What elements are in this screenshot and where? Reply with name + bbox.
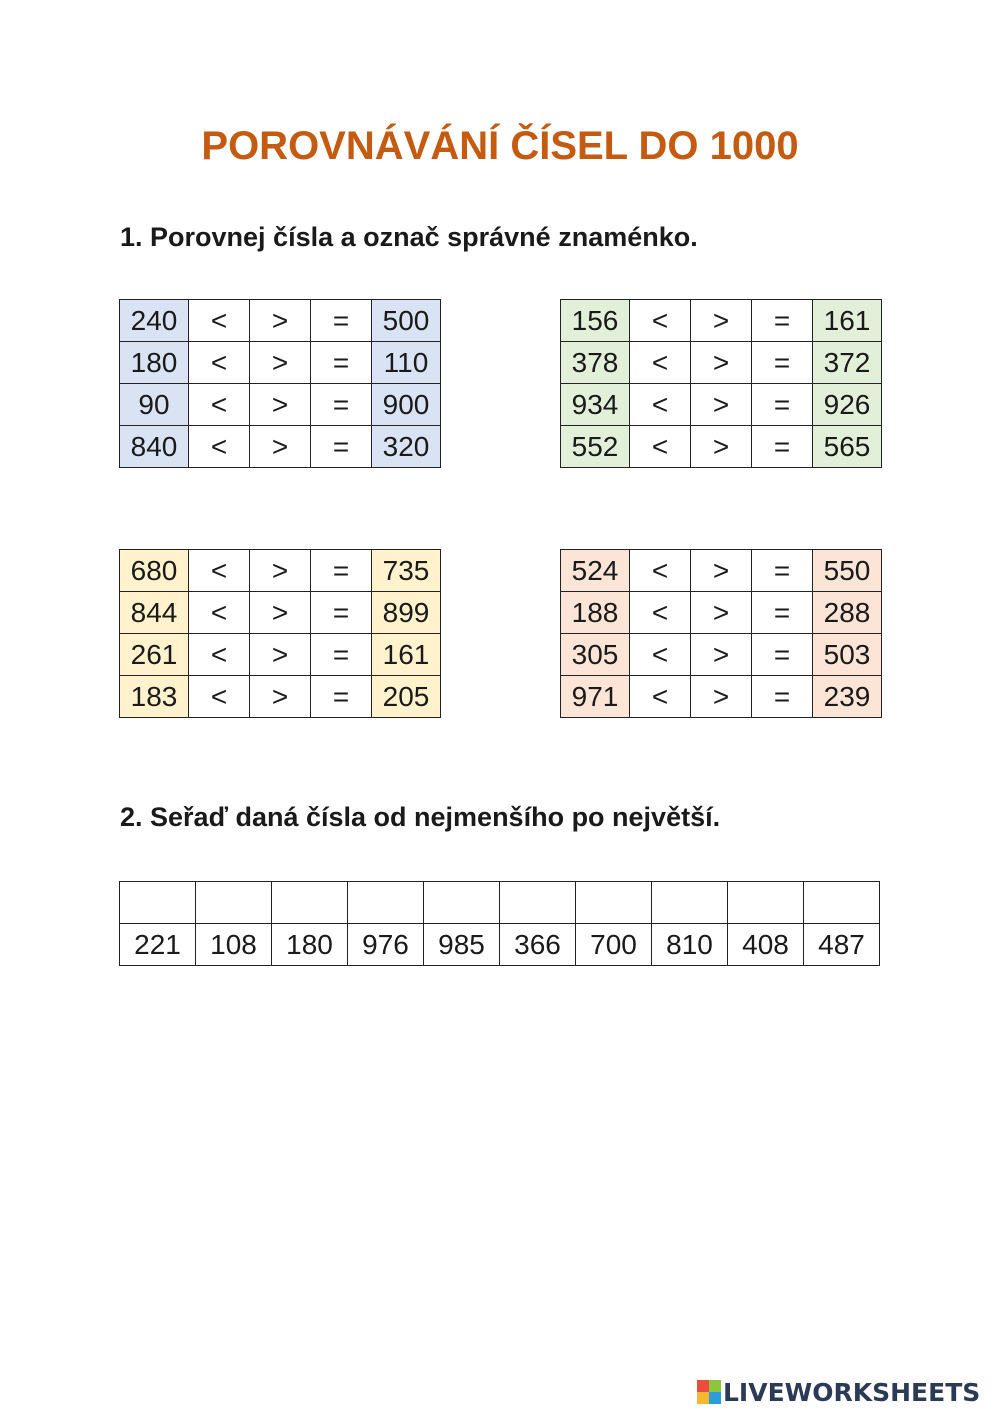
equals-option[interactable]: =: [311, 426, 372, 468]
less-than-option[interactable]: <: [189, 426, 250, 468]
compare-table-green: [560, 299, 882, 468]
equals-option[interactable]: =: [752, 550, 813, 592]
equals-option[interactable]: =: [752, 384, 813, 426]
left-number: 971: [561, 676, 630, 718]
logo-square: [697, 1392, 709, 1404]
left-number: 934: [561, 384, 630, 426]
less-than-option[interactable]: <: [189, 634, 250, 676]
answer-box[interactable]: [272, 882, 348, 924]
greater-than-option[interactable]: >: [691, 676, 752, 718]
equals-option[interactable]: =: [311, 384, 372, 426]
task-2-heading: 2. Seřaď daná čísla od nejmenšího po největší.: [120, 802, 721, 832]
right-number: 500: [372, 300, 441, 342]
less-than-option[interactable]: <: [189, 550, 250, 592]
given-number: 810: [652, 924, 728, 966]
given-number: 487: [804, 924, 880, 966]
less-than-option[interactable]: <: [189, 384, 250, 426]
compare-row: [561, 550, 882, 592]
equals-option[interactable]: =: [752, 300, 813, 342]
greater-than-option[interactable]: >: [250, 342, 311, 384]
equals-option[interactable]: =: [752, 342, 813, 384]
given-number: 408: [728, 924, 804, 966]
compare-row: [561, 634, 882, 676]
less-than-option[interactable]: <: [630, 342, 691, 384]
liveworksheets-logo-icon: [697, 1380, 721, 1404]
left-number: 552: [561, 426, 630, 468]
logo-text: LIVEWORKSHEETS: [723, 1377, 981, 1407]
less-than-option[interactable]: <: [189, 592, 250, 634]
compare-row: [561, 592, 882, 634]
answer-box[interactable]: [120, 882, 196, 924]
less-than-option[interactable]: <: [630, 426, 691, 468]
compare-table-pink: [560, 549, 882, 718]
compare-row: [120, 592, 441, 634]
given-number: 700: [576, 924, 652, 966]
left-number: 305: [561, 634, 630, 676]
compare-row: [120, 426, 441, 468]
equals-option[interactable]: =: [311, 342, 372, 384]
greater-than-option[interactable]: >: [691, 384, 752, 426]
compare-row: [120, 676, 441, 718]
answer-box[interactable]: [804, 882, 880, 924]
compare-row: [120, 634, 441, 676]
compare-table-blue: [119, 299, 441, 468]
less-than-option[interactable]: <: [630, 300, 691, 342]
answer-box[interactable]: [196, 882, 272, 924]
compare-row: [561, 676, 882, 718]
right-number: 926: [813, 384, 882, 426]
greater-than-option[interactable]: >: [250, 592, 311, 634]
equals-option[interactable]: =: [311, 300, 372, 342]
given-number: 108: [196, 924, 272, 966]
compare-row: [561, 342, 882, 384]
compare-row: [561, 300, 882, 342]
greater-than-option[interactable]: >: [691, 426, 752, 468]
greater-than-option[interactable]: >: [691, 342, 752, 384]
compare-row: [561, 426, 882, 468]
greater-than-option[interactable]: >: [250, 300, 311, 342]
equals-option[interactable]: =: [752, 592, 813, 634]
greater-than-option[interactable]: >: [250, 634, 311, 676]
less-than-option[interactable]: <: [630, 634, 691, 676]
left-number: 180: [120, 342, 189, 384]
right-number: 320: [372, 426, 441, 468]
equals-option[interactable]: =: [311, 550, 372, 592]
equals-option[interactable]: =: [752, 634, 813, 676]
left-number: 261: [120, 634, 189, 676]
compare-row: [561, 384, 882, 426]
answer-row: [120, 882, 880, 924]
answer-box[interactable]: [348, 882, 424, 924]
left-number: 183: [120, 676, 189, 718]
answer-box[interactable]: [728, 882, 804, 924]
greater-than-option[interactable]: >: [691, 550, 752, 592]
less-than-option[interactable]: <: [630, 384, 691, 426]
left-number: 90: [120, 384, 189, 426]
less-than-option[interactable]: <: [189, 300, 250, 342]
greater-than-option[interactable]: >: [250, 676, 311, 718]
less-than-option[interactable]: <: [189, 342, 250, 384]
right-number: 161: [372, 634, 441, 676]
given-number: 366: [500, 924, 576, 966]
compare-row: [120, 384, 441, 426]
right-number: 550: [813, 550, 882, 592]
page-title: POROVNÁVÁNÍ ČÍSEL DO 1000: [201, 124, 799, 168]
right-number: 239: [813, 676, 882, 718]
given-number: 976: [348, 924, 424, 966]
logo-square: [697, 1380, 709, 1392]
right-number: 161: [813, 300, 882, 342]
logo-square: [709, 1392, 721, 1404]
right-number: 110: [372, 342, 441, 384]
equals-option[interactable]: =: [311, 634, 372, 676]
left-number: 840: [120, 426, 189, 468]
less-than-option[interactable]: <: [630, 592, 691, 634]
answer-box[interactable]: [424, 882, 500, 924]
left-number: 240: [120, 300, 189, 342]
right-number: 205: [372, 676, 441, 718]
right-number: 900: [372, 384, 441, 426]
ordering-table: [119, 881, 880, 966]
left-number: 156: [561, 300, 630, 342]
answer-box[interactable]: [576, 882, 652, 924]
less-than-option[interactable]: <: [630, 676, 691, 718]
compare-row: [120, 550, 441, 592]
left-number: 378: [561, 342, 630, 384]
right-number: 503: [813, 634, 882, 676]
right-number: 735: [372, 550, 441, 592]
less-than-option[interactable]: <: [189, 676, 250, 718]
equals-option[interactable]: =: [311, 592, 372, 634]
right-number: 372: [813, 342, 882, 384]
given-number: 180: [272, 924, 348, 966]
compare-row: [120, 300, 441, 342]
compare-row: [120, 342, 441, 384]
greater-than-option[interactable]: >: [250, 550, 311, 592]
left-number: 188: [561, 592, 630, 634]
equals-option[interactable]: =: [311, 676, 372, 718]
equals-option[interactable]: =: [752, 676, 813, 718]
task-1-heading: 1. Porovnej čísla a označ správné znaménko.: [120, 222, 698, 252]
liveworksheets-logo: [697, 1375, 980, 1409]
logo-square: [709, 1380, 721, 1392]
greater-than-option[interactable]: >: [250, 384, 311, 426]
left-number: 524: [561, 550, 630, 592]
numbers-row: [120, 924, 880, 966]
right-number: 288: [813, 592, 882, 634]
equals-option[interactable]: =: [752, 426, 813, 468]
greater-than-option[interactable]: >: [691, 300, 752, 342]
less-than-option[interactable]: <: [630, 550, 691, 592]
greater-than-option[interactable]: >: [250, 426, 311, 468]
compare-table-yellow: [119, 549, 441, 718]
answer-box[interactable]: [500, 882, 576, 924]
given-number: 985: [424, 924, 500, 966]
greater-than-option[interactable]: >: [691, 592, 752, 634]
left-number: 844: [120, 592, 189, 634]
right-number: 565: [813, 426, 882, 468]
greater-than-option[interactable]: >: [691, 634, 752, 676]
answer-box[interactable]: [652, 882, 728, 924]
given-number: 221: [120, 924, 196, 966]
right-number: 899: [372, 592, 441, 634]
left-number: 680: [120, 550, 189, 592]
